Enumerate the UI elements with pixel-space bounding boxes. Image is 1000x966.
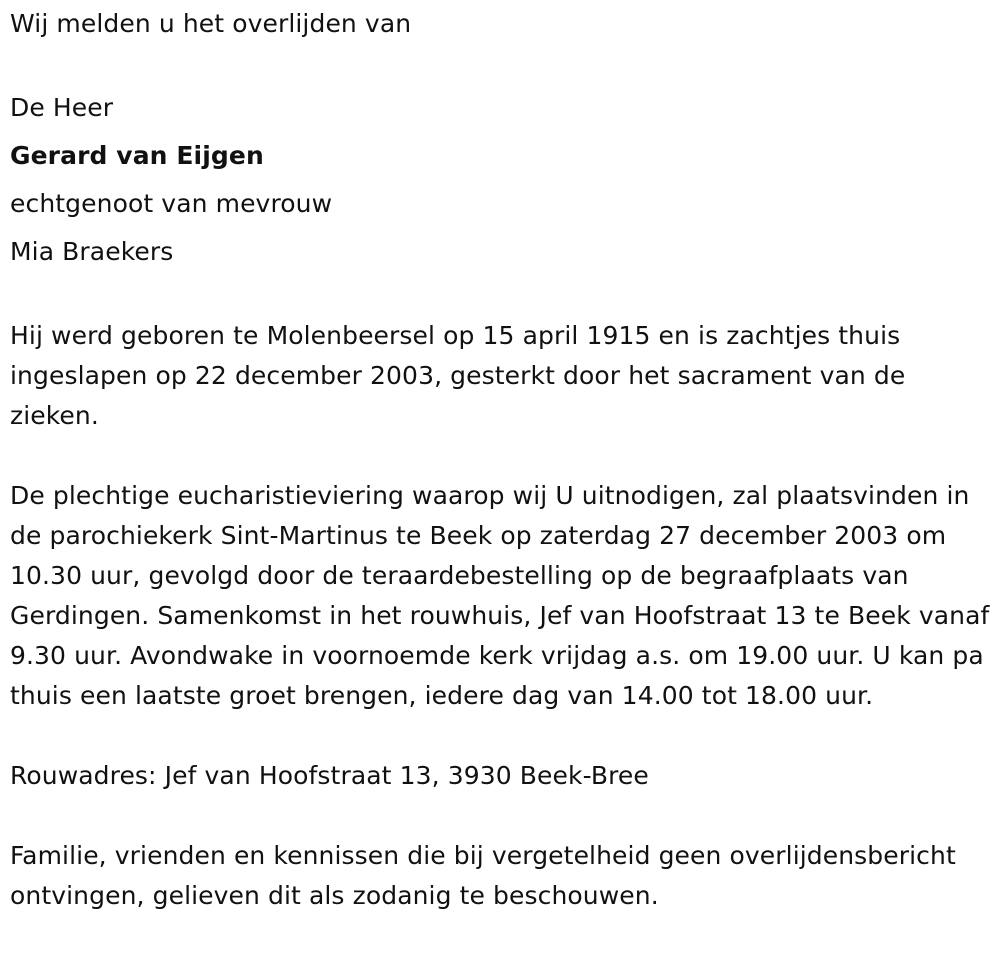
deceased-name: Gerard van Eijgen [10, 141, 264, 170]
birth-paragraph: Hij werd geboren te Molenbeersel op 15 april 1915 en is zachtjes thuis ingeslapen op 22 december 2003, gesterkt door het sacrament van de zieken. [10, 321, 906, 430]
funeral-paragraph: De plechtige eucharistieviering waarop wij U uitnodigen, zal plaatsvinden in de parochiekerk Sint-Martinus te Beek op zaterdag 27 december 2003 om 10.30 uur, gevolgd door de teraardebestelling op de begraafplaats van Gerdingen. Samenkomst in het rouwhuis, Jef van Hoofstraat 13 te Beek vanaf 9.30 uur. Avondwake in voornoemde kerk vrijdag a.s. om 19.00 uur. U kan pa thuis een laatste groet brengen, iedere dag van 14.00 tot 18.00 uur. [10, 481, 990, 710]
spacer [10, 716, 1000, 756]
intro-text: Wij melden u het overlijden van [10, 9, 412, 38]
spacer [10, 796, 1000, 836]
spacer [10, 276, 1000, 316]
spacer [10, 44, 1000, 84]
spacer [10, 436, 1000, 476]
spouse-name: Mia Braekers [10, 237, 174, 266]
relation-text: echtgenoot van mevrouw [10, 189, 333, 218]
closing-paragraph: Familie, vrienden en kennissen die bij vergetelheid geen overlijdensbericht ontvingen, gelieven dit als zodanig te beschouwen. [10, 841, 956, 910]
title-text: De Heer [10, 93, 114, 122]
mourning-address: Rouwadres: Jef van Hoofstraat 13, 3930 Beek-Bree [10, 761, 649, 790]
